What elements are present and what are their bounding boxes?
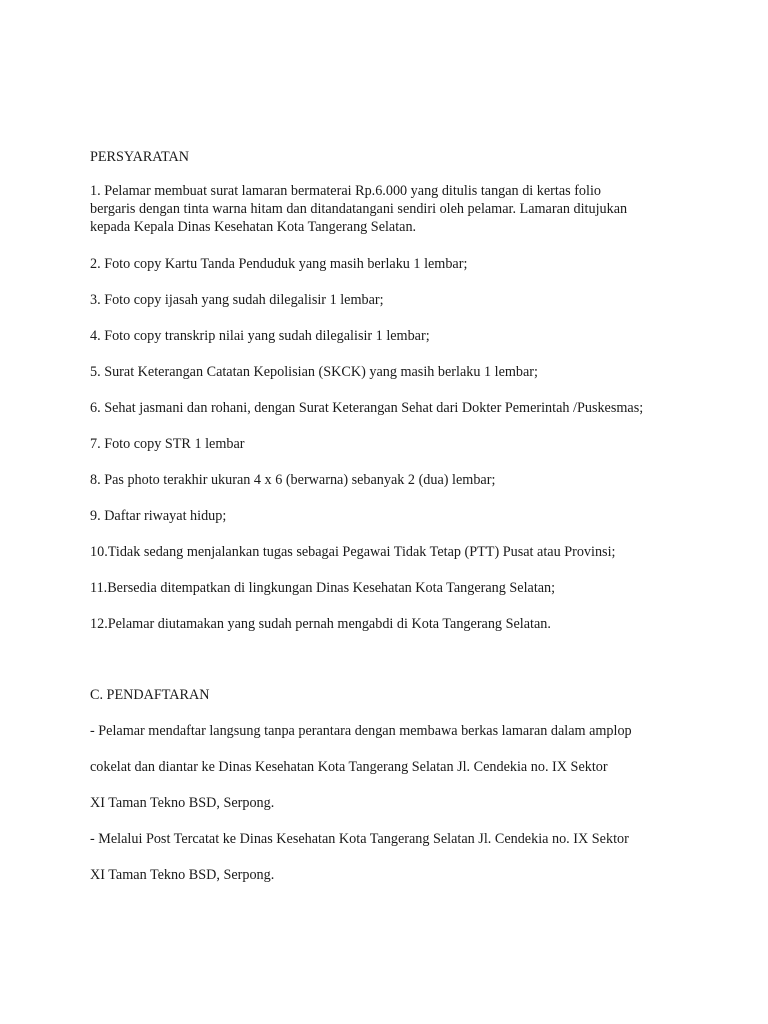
requirement-1-line: bergaris dengan tinta warna hitam dan ditandatangani sendiri oleh pelamar. Lamaran ditujukan [90, 201, 628, 217]
requirement-7: 7. Foto copy STR 1 lembar [90, 436, 245, 452]
registration-line: - Pelamar mendaftar langsung tanpa perantara dengan membawa berkas lamaran dalam amplop [90, 723, 632, 739]
registration-line: cokelat dan diantar ke Dinas Kesehatan Kota Tangerang Selatan Jl. Cendekia no. IX Sektor [90, 759, 608, 775]
heading-persyaratan: PERSYARATAN [90, 149, 189, 165]
requirement-3: 3. Foto copy ijasah yang sudah dilegalisir 1 lembar; [90, 292, 384, 308]
registration-line: XI Taman Tekno BSD, Serpong. [90, 867, 275, 883]
requirement-12: 12.Pelamar diutamakan yang sudah pernah mengabdi di Kota Tangerang Selatan. [90, 616, 551, 632]
heading-pendaftaran: C. PENDAFTARAN [90, 687, 210, 703]
requirement-9: 9. Daftar riwayat hidup; [90, 508, 227, 524]
requirement-4: 4. Foto copy transkrip nilai yang sudah dilegalisir 1 lembar; [90, 328, 430, 344]
requirement-1 [90, 182, 690, 236]
requirement-11: 11.Bersedia ditempatkan di lingkungan Dinas Kesehatan Kota Tangerang Selatan; [90, 580, 556, 596]
requirement-5: 5. Surat Keterangan Catatan Kepolisian (SKCK) yang masih berlaku 1 lembar; [90, 364, 538, 380]
requirement-6: 6. Sehat jasmani dan rohani, dengan Surat Keterangan Sehat dari Dokter Pemerintah /Puskesmas; [90, 400, 644, 416]
registration-line: - Melalui Post Tercatat ke Dinas Kesehatan Kota Tangerang Selatan Jl. Cendekia no. IX Sektor [90, 831, 629, 847]
requirement-1-line: 1. Pelamar membuat surat lamaran bermaterai Rp.6.000 yang ditulis tangan di kertas folio [90, 183, 601, 199]
registration-line: XI Taman Tekno BSD, Serpong. [90, 795, 275, 811]
requirement-2: 2. Foto copy Kartu Tanda Penduduk yang masih berlaku 1 lembar; [90, 256, 468, 272]
requirement-10: 10.Tidak sedang menjalankan tugas sebagai Pegawai Tidak Tetap (PTT) Pusat atau Provinsi; [90, 544, 616, 560]
requirement-1-line: kepada Kepala Dinas Kesehatan Kota Tangerang Selatan. [90, 219, 417, 235]
requirement-8: 8. Pas photo terakhir ukuran 4 x 6 (berwarna) sebanyak 2 (dua) lembar; [90, 472, 496, 488]
